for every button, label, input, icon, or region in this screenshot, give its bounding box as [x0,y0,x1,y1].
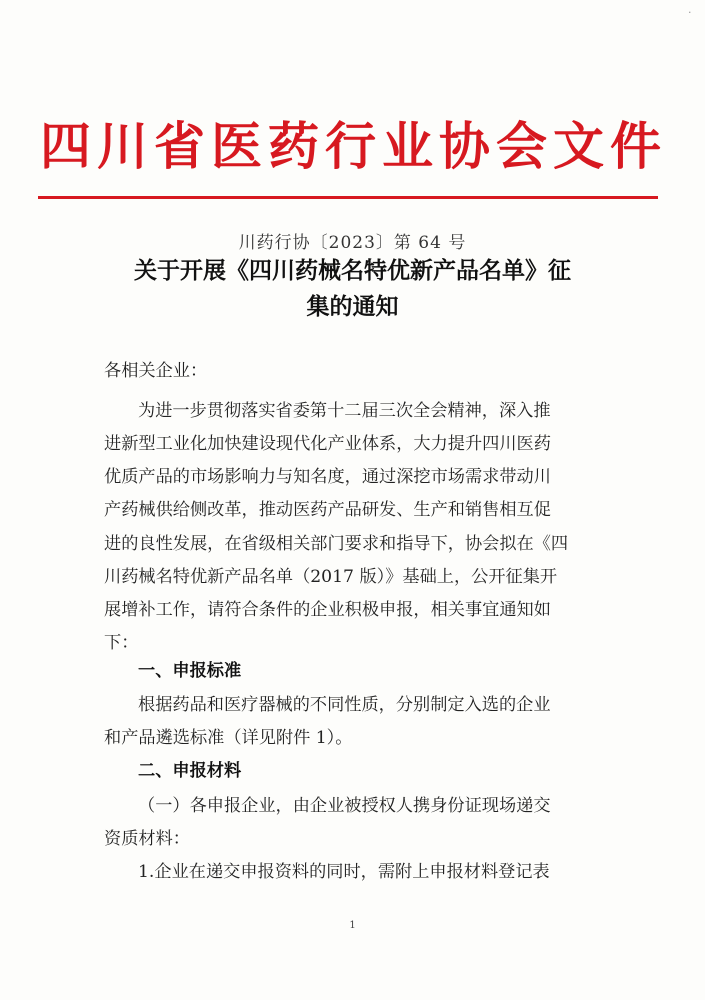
section-1-line-1: 根据药品和医疗器械的不同性质，分别制定入选的企业 [138,695,551,715]
document-title-line-2: 集的通知 [306,294,399,320]
section-2-heading: 二、申报材料 [138,761,242,781]
salutation: 各相关企业： [104,361,208,381]
intro-line-7: 展增补工作，请符合条件的企业积极申报，相关事宜通知如 [104,600,551,620]
section-1-line-2: 和产品遴选标准（详见附件 1）。 [104,728,353,748]
section-2-sub-1-line-1: （一）各申报企业，由企业被授权人携身份证现场递交 [138,796,551,816]
document-title-line-1: 关于开展《四川药械名特优新产品名单》征 [134,258,571,284]
intro-line-1: 为进一步贯彻落实省委第十二届三次全会精神，深入推 [138,401,551,421]
page-number: 1 [349,920,356,931]
document-title [100,253,605,325]
intro-line-8: 下： [104,633,139,653]
section-2-item-1: 1.企业在递交申报资料的同时，需附上申报材料登记表 [138,862,550,882]
section-2-sub-1-line-2: 资质材料： [104,829,190,849]
intro-line-2: 进新型工业化加快建设现代化产业体系，大力提升四川医药 [104,434,551,454]
red-divider-rule [38,196,658,199]
org-header-title: 四川省医药行业协会文件 [40,118,668,177]
intro-line-4: 产药械供给侧改革，推动医药产品研发、生产和销售相互促 [104,500,551,520]
section-1-heading: 一、申报标准 [138,661,242,681]
document-number: 川药行协〔2023〕第 64 号 [238,233,467,253]
corner-mark: · [688,6,692,19]
intro-line-5: 进的良性发展，在省级相关部门要求和指导下，协会拟在《四 [104,534,569,554]
intro-line-3: 优质产品的市场影响力与知名度，通过深挖市场需求带动川 [104,467,551,487]
intro-line-6: 川药械名特优新产品名单（2017 版）》基础上，公开征集开 [104,567,558,587]
